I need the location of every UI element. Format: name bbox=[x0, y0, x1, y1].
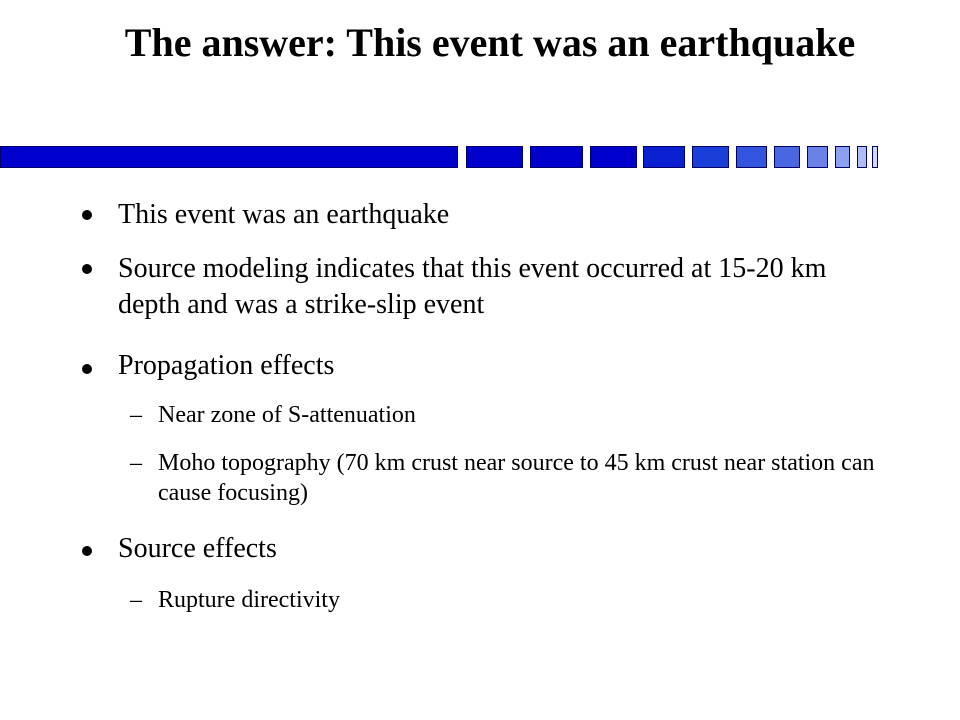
sub-bullet-item: Near zone of S-attenuation bbox=[158, 402, 416, 428]
bullet-marker bbox=[82, 264, 92, 274]
bullet-marker bbox=[82, 210, 92, 220]
bullet-marker bbox=[82, 364, 92, 374]
sub-bullet-item: Rupture directivity bbox=[158, 587, 340, 613]
slide-title: The answer: This event was an earthquake bbox=[124, 20, 856, 65]
sub-bullet-marker: – bbox=[130, 587, 142, 613]
bullet-item: This event was an earthquake bbox=[118, 199, 450, 230]
bullet-item: Source effects bbox=[118, 533, 277, 564]
bullet-item: Propagation effects bbox=[118, 350, 335, 381]
bullet-item: Source modeling indicates that this event occurred at 15-20 km depth and was a strike-slip event bbox=[118, 253, 827, 320]
sub-bullet-marker: – bbox=[130, 402, 142, 428]
bullet-marker bbox=[82, 546, 92, 556]
sub-bullet-marker: – bbox=[130, 450, 142, 476]
sub-bullet-item: Moho topography (70 km crust near source to 45 km crust near station can cause focusing) bbox=[158, 450, 875, 506]
